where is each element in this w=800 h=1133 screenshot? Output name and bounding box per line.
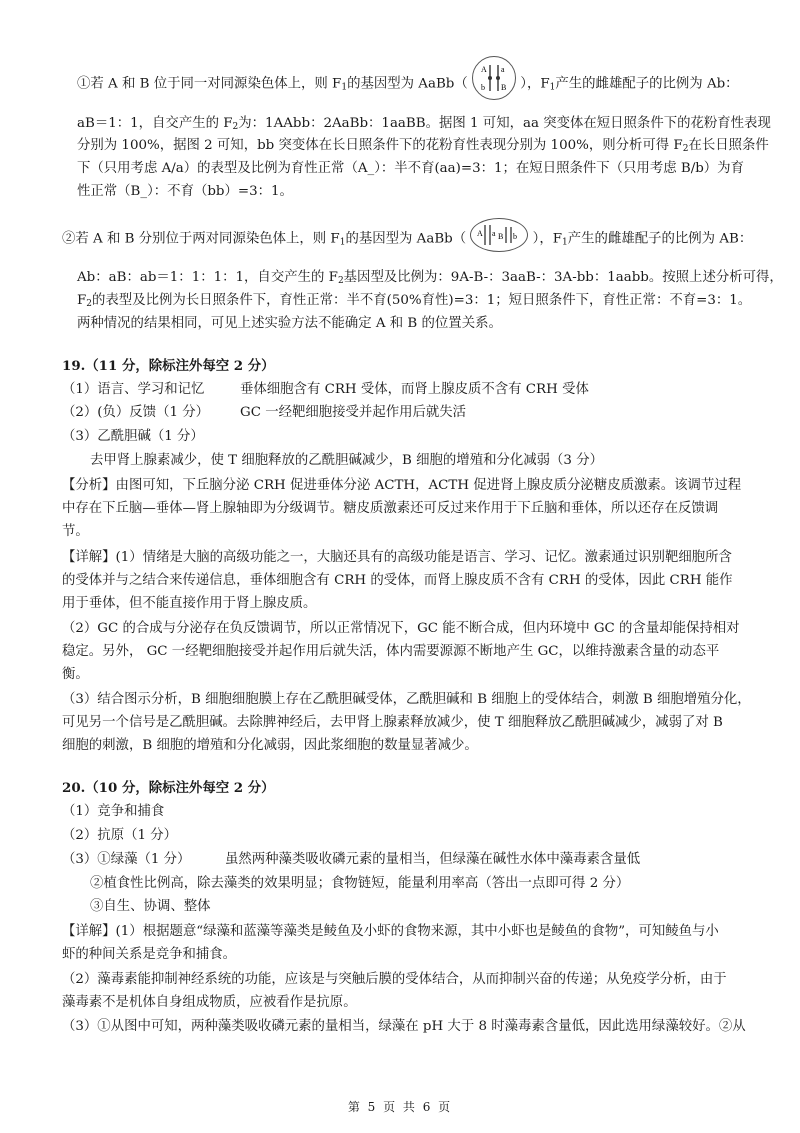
q18-line-4: 下（只用考虑 A/a）的表型及比例为育性正常（A_）：半不育(aa)=3：1；在短日照条件下（只用考虑 B/b）为育 — [77, 161, 744, 176]
chrom2-label-B: B — [498, 232, 504, 241]
q19-detail-line: 【详解】(1）情绪是大脑的高级功能之一，大脑还具有的高级功能是语言、学习、记忆。激素通过识别靶细胞所含 — [62, 550, 732, 565]
q18-line-9: 两种情况的结果相同，可见上述实验方法不能确定 A 和 B 的位置关系。 — [77, 316, 502, 331]
q19-detail-line: （3）结合图示分析，B 细胞细胞膜上存在乙酰胆碱受体，乙酰胆碱和 B 细胞上的受体结合，刺激 B 细胞增殖分化， — [62, 692, 751, 707]
q19-heading: 19.（11 分，除标注外每空 2 分） — [62, 358, 275, 374]
q20-detail-line: 【详解】(1）根据题意“绿藻和蓝藻等藻类是鲮鱼及小虾的食物来源，其中小虾也是鲮鱼的食物”，可知鲮鱼与小 — [62, 924, 719, 939]
q20-answer-3: （3）①绿藻（1 分） — [62, 852, 191, 867]
q20-heading: 20.（10 分，除标注外每空 2 分） — [62, 780, 275, 796]
chrom1-label-b: b — [481, 83, 486, 92]
q20-answer-3b: 虽然两种藻类吸收磷元素的量相当，但绿藻在碱性水体中藻毒素含量低 — [225, 852, 641, 867]
chrom2-label-A: A — [477, 229, 484, 238]
q19-detail-line: 用于垂体，但不能直接作用于肾上腺皮质。 — [62, 596, 317, 611]
q19-answer-1b: 垂体细胞含有 CRH 受体，而肾上腺皮质不含有 CRH 受体 — [240, 382, 589, 397]
q20-detail-line: （2）藻毒素能抑制神经系统的功能，应该是与突触后膜的受体结合，从而抑制兴奋的传递；从免疫学分析，由于 — [62, 972, 727, 987]
q19-detail-line: 可见另一个信号是乙酰胆碱。去除脾神经后，去甲肾上腺素释放减少，使 T 细胞释放乙酰胆碱减少，减弱了对 B — [62, 715, 723, 730]
page-footer: 第 5 页 共 6 页 — [347, 1100, 453, 1114]
q20-detail-line: 藻毒素不是机体自身组成物质，应被看作是抗原。 — [62, 995, 357, 1010]
chrom2-label-b: b — [513, 232, 518, 241]
q19-answer-2: （2）(负）反馈（1 分） — [62, 405, 210, 420]
chrom1-label-B: B — [501, 83, 507, 92]
q18-line-2: aB＝1：1，自交产生的 $F_2$为：1AAbb：2AaBb：1aaBB。据图 1 可知，aa 突变体在短日照条件下的花粉育性表现 — [77, 116, 771, 132]
q18-line-1: ①若 A 和 B 位于同一对同源染色体上，则 $F_1$的基因型为 AaBb（ A a b B ），$F_1$产生的雌雄配子的比例为 Ab： — [77, 68, 739, 100]
q20-answer-2: （2）抗原（1 分） — [62, 828, 178, 843]
q19-answer-3b: 去甲肾上腺素减少，使 T 细胞释放的乙酰胆碱减少，B 细胞的增殖和分化减弱（3 分） — [90, 453, 603, 468]
chrom1-label-a: a — [501, 65, 505, 74]
q20-answer-3d: ③自生、协调、整体 — [90, 899, 211, 914]
q18-line-3: 分别为 100%，据图 2 可知，bb 突变体在长日照条件下的花粉育性表现分别为 100%，则分析可得 $F_2$在长日照条件 — [77, 138, 769, 154]
q18-line-5: 性正常（B_）：不育（bb）=3：1。 — [77, 184, 293, 199]
q19-detail-line: 细胞的刺激，B 细胞的增殖和分化减弱，因此浆细胞的数量显著减少。 — [62, 738, 478, 753]
q19-answer-1: （1）语言、学习和记忆 — [62, 382, 205, 397]
q19-detail-line: 的受体并与之结合来传递信息，垂体细胞含有 CRH 的受体，而肾上腺皮质不含有 CRH 的受体，因此 CRH 能作 — [62, 573, 733, 588]
q18-line-6: ②若 A 和 B 分别位于两对同源染色体上，则 $F_1$的基因型为 AaBb（ A a B b ），$F_1$产生的雌雄配子的比例为 AB： — [62, 226, 752, 252]
q19-detail-line: 稳定。另外， GC 一经靶细胞接受并起作用后就失活，体内需要源源不断地产生 GC，以维持激素含量的动态平 — [62, 644, 720, 659]
q20-detail-line: 虾的种间关系是竞争和捕食。 — [62, 947, 237, 962]
q19-analysis-line: 【分析】由图可知，下丘脑分泌 CRH 促进垂体分泌 ACTH，ACTH 促进肾上腺皮质分泌糖皮质激素。该调节过程 — [62, 478, 742, 493]
q19-answer-3: （3）乙酰胆碱（1 分） — [62, 429, 204, 444]
chrom1-label-A: A — [481, 65, 487, 74]
q20-detail-line: （3）①从图中可知，两种藻类吸收磷元素的量相当，绿藻在 pH 大于 8 时藻毒素含量低，因此选用绿藻较好。②从 — [62, 1019, 746, 1034]
chromosome-diagram-linked — [472, 56, 516, 100]
q18-line-7: Ab：aB：ab＝1：1：1：1，自交产生的 $F_2$基因型及比例为：9A-B-：3aaB-：3A-bb：1aabb。按照上述分析可得， — [77, 270, 783, 286]
q19-detail-line: （2）GC 的合成与分泌存在负反馈调节，所以正常情况下，GC 能不断合成，但内环境中 GC 的含量却能保持相对 — [62, 621, 740, 636]
chromosome-diagram-independent — [470, 218, 528, 252]
q20-answer-3c: ②植食性比例高，除去藻类的效果明显；食物链短，能量利用率高（答出一点即可得 2 分） — [90, 876, 630, 891]
q19-analysis-line: 节。 — [62, 524, 89, 539]
q19-analysis-line: 中存在下丘脑—垂体—肾上腺轴即为分级调节。糖皮质激素还可反过来作用于下丘脑和垂体，所以还存在反馈调 — [62, 501, 719, 516]
q20-answer-1: （1）竞争和捕食 — [62, 804, 165, 819]
q19-answer-2b: GC 一经靶细胞接受并起作用后就失活 — [240, 405, 467, 420]
q18-line-8: $F_2$的表型及比例为长日照条件下，育性正常：半不育(50%育性)=3：1；短日照条件下，育性正常：不育=3：1。 — [77, 293, 752, 309]
chrom2-label-a: a — [492, 229, 496, 238]
q19-detail-line: 衡。 — [62, 667, 89, 682]
